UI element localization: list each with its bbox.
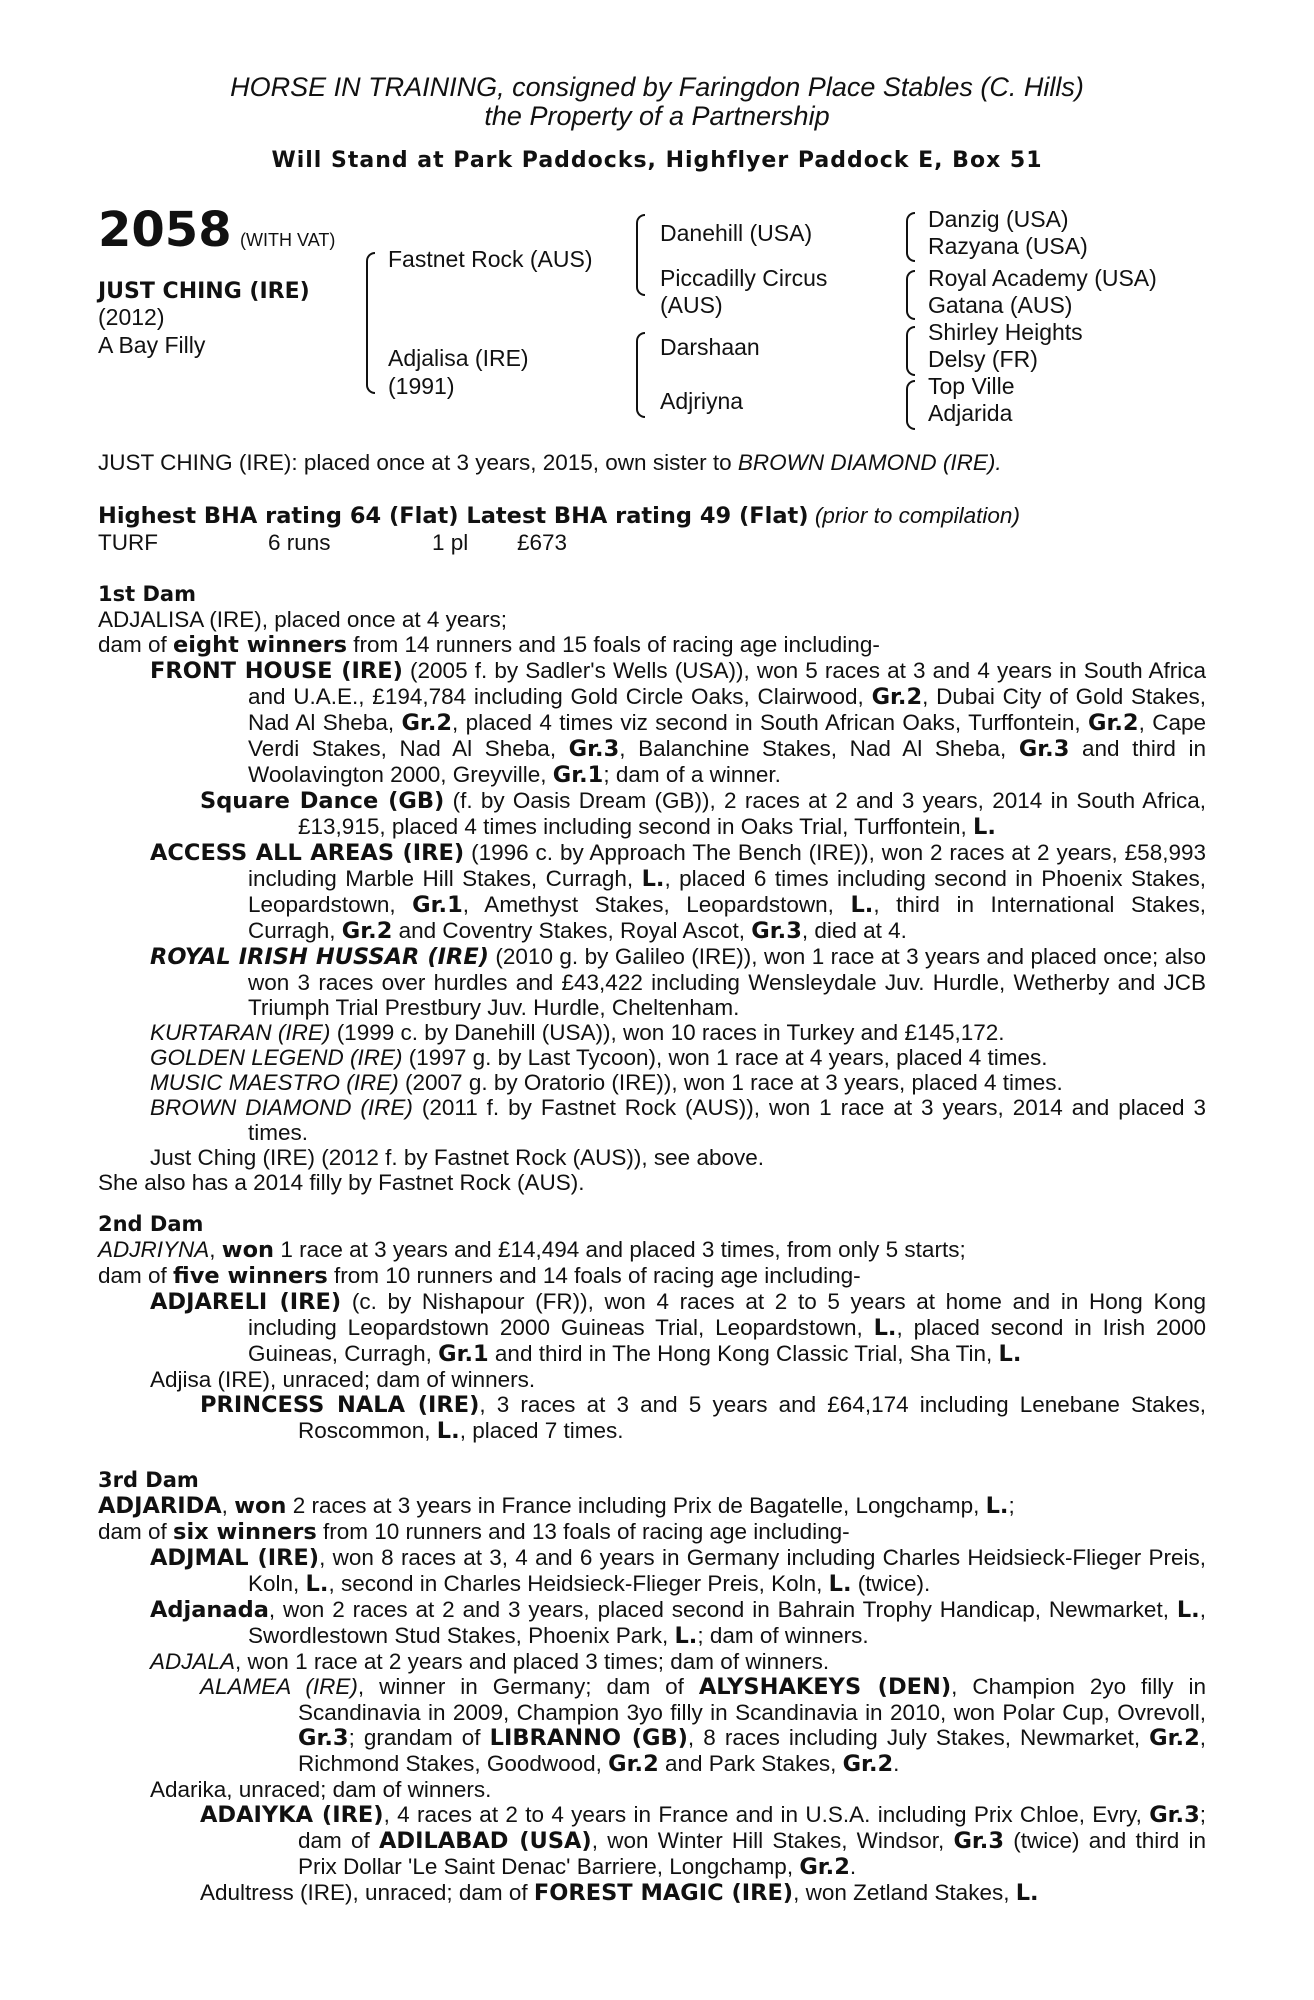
- vat-label: (WITH VAT): [240, 230, 336, 250]
- pedigree-brace: [366, 252, 375, 394]
- turf-placed: 1 pl: [432, 530, 469, 555]
- sire-dam: Piccadilly Circus: [660, 265, 828, 291]
- g1-brace: [906, 212, 915, 262]
- dsd: Delsy (FR): [928, 346, 1038, 372]
- turf-runs: 6 runs: [268, 530, 331, 555]
- third-dam-heading: 3rd Dam: [98, 1468, 199, 1492]
- consignor-line: HORSE IN TRAINING, consigned by Faringdon Place Stables (C. Hills): [230, 72, 1084, 102]
- sire-brace: [636, 214, 645, 296]
- summary-line: [98, 450, 1002, 476]
- property-line: the Property of a Partnership: [484, 101, 830, 131]
- g2-brace: [906, 270, 915, 320]
- horse-year: (2012): [98, 304, 165, 330]
- third-dam-section: 3rd Dam ADJARIDA, won 2 races at 3 years in France including Prix de Bagatelle, Longchamp, L.; dam of six winners from 10 runners and 13 foals of racing age including- ADJMAL (IRE), won 8 races at 3, 4 and 6 years in Germany including Charles Heidsieck-Flieger Preis, Koln, L., second in Charles Heidsieck-Flieger Preis, Koln, L. (twice). Adjanada, won 2 races at 2 and 3 years, placed second in Bahrain Trophy Handicap, Newmarket, L., Swordlestown Stud Stakes, Phoenix Park, L.; dam of winners. ADJALA, won 1 race at 2 years and placed 3 times; dam of winners. ALAMEA (IRE), winner in Germany; dam of ALYSHAKEYS (DEN), Champion 2yo filly in Scandinavia in 2009, Champion 3yo filly in Scandinavia in 2010, won Polar Cup, Ovrevoll, Gr.3; grandam of LIBRANNO (GB), 8 races including July Stakes, Newmarket, Gr.2, Richmond Stakes, Goodwood, Gr.2 and Park Stakes, Gr.2. Adarika, unraced; dam of winners. ADAIYKA (IRE), 4 races at 2 to 4 years in France and in U.S.A. including Prix Chloe, Evry, Gr.3; dam of ADILABAD (USA), won Winter Hill Stakes, Windsor, Gr.3 (twice) and third in Prix Dollar 'Le Saint Denac' Barriere, Longchamp, Gr.2. Adultress (IRE), unraced; dam of FOREST MAGIC (IRE), won Zetland Stakes, L.: [98, 1468, 1207, 1906]
- horse-description: A Bay Filly: [98, 332, 206, 358]
- rating-line: [98, 503, 1020, 529]
- summary-text: JUST CHING (IRE): placed once at 3 years, 2015, own sister to: [98, 450, 738, 475]
- sire: Fastnet Rock (AUS): [388, 246, 593, 272]
- sire-dam-country: (AUS): [660, 292, 723, 318]
- location-line: Will Stand at Park Paddocks, Highflyer Paddock E, Box 51: [271, 148, 1043, 173]
- second-dam-section: 2nd Dam ADJRIYNA, won 1 race at 3 years and £14,494 and placed 3 times, from only 5 starts; dam of five winners from 10 runners and 14 foals of racing age including- ADJARELI (IRE) (c. by Nishapour (FR)), won 4 races at 2 to 5 years at home and in Hong Kong including Leopardstown 2000 Guineas Trial, Leopardstown, L., placed second in Irish 2000 Guineas, Curragh, Gr.1 and third in The Hong Kong Classic Trial, Sha Tin, L. Adjisa (IRE), unraced; dam of winners. PRINCESS NALA (IRE), 3 races at 3 and 5 years and £64,174 including Lenebane Stakes, Roscommon, L., placed 7 times.: [98, 1212, 1207, 1444]
- sss: Danzig (USA): [928, 206, 1069, 232]
- dds: Top Ville: [928, 373, 1015, 399]
- sdd: Gatana (AUS): [928, 292, 1073, 318]
- lot-block: [98, 202, 335, 258]
- summary-sister: BROWN DIAMOND (IRE).: [737, 450, 1002, 475]
- ddd: Adjarida: [928, 400, 1013, 426]
- turf-money: £673: [517, 530, 568, 555]
- sire-sire: Danehill (USA): [660, 220, 813, 246]
- g3-brace: [906, 326, 915, 376]
- turf-surface: TURF: [98, 530, 158, 555]
- dam-year: (1991): [388, 373, 455, 399]
- dam-sire: Darshaan: [660, 334, 760, 360]
- rating-bold: Highest BHA rating 64 (Flat) Latest BHA rating 49 (Flat): [98, 503, 809, 529]
- rating-note: (prior to compilation): [814, 503, 1020, 528]
- first-dam-section: 1st Dam ADJALISA (IRE), placed once at 4 years; dam of eight winners from 14 runners and 15 foals of racing age including- FRONT HOUSE (IRE) (2005 f. by Sadler's Wells (USA)), won 5 races at 3 and 4 years in South Africa and U.A.E., £194,784 including Gold Circle Oaks, Clairwood, Gr.2, Dubai City of Gold Stakes, Nad Al Sheba, Gr.2, placed 4 times viz second in South African Oaks, Turffontein, Gr.2, Cape Verdi Stakes, Nad Al Sheba, Gr.3, Balanchine Stakes, Nad Al Sheba, Gr.3 and third in Woolavington 2000, Greyville, Gr.1; dam of a winner. Square Dance (GB) (f. by Oasis Dream (GB)), 2 races at 2 and 3 years, 2014 in South Africa, £13,915, placed 4 times including second in Oaks Trial, Turffontein, L. ACCESS ALL AREAS (IRE) (1996 c. by Approach The Bench (IRE)), won 2 races at 2 years, £58,993 including Marble Hill Stakes, Curragh, L., placed 6 times including second in Phoenix Stakes, Leopardstown, Gr.1, Amethyst Stakes, Leopardstown, L., third in International Stakes, Curragh, Gr.2 and Coventry Stakes, Royal Ascot, Gr.3, died at 4. ROYAL IRISH HUSSAR (IRE) (2010 g. by Galileo (IRE)), won 1 race at 3 years and placed once; also won 3 races over hurdles and £43,422 including Wensleydale Juv. Hurdle, Wetherby and JCB Triumph Trial Prestbury Juv. Hurdle, Cheltenham. KURTARAN (IRE) (1999 c. by Danehill (USA)), won 10 races in Turkey and £145,172. GOLDEN LEGEND (IRE) (1997 g. by Last Tycoon), won 1 race at 4 years, placed 4 times. MUSIC MAESTRO (IRE) (2007 g. by Oratorio (IRE)), won 1 race at 3 years, placed 4 times. BROWN DIAMOND (IRE) (2011 f. by Fastnet Rock (AUS)), won 1 race at 3 years, 2014 and placed 3 times. Just Ching (IRE) (2012 f. by Fastnet Rock (AUS)), see above. She also has a 2014 filly by Fastnet Rock (AUS).: [98, 582, 1207, 1195]
- dam-brace: [636, 332, 645, 418]
- lot-number: 2058: [98, 202, 232, 258]
- dam: Adjalisa (IRE): [388, 345, 529, 371]
- dam-dam: Adjriyna: [660, 388, 744, 414]
- second-dam-heading: 2nd Dam: [98, 1212, 204, 1236]
- sds: Royal Academy (USA): [928, 265, 1157, 291]
- dss: Shirley Heights: [928, 319, 1083, 345]
- horse-name: JUST CHING (IRE): [98, 279, 310, 304]
- g4-brace: [906, 380, 915, 430]
- first-dam-heading: 1st Dam: [98, 582, 196, 606]
- ssd: Razyana (USA): [928, 233, 1088, 259]
